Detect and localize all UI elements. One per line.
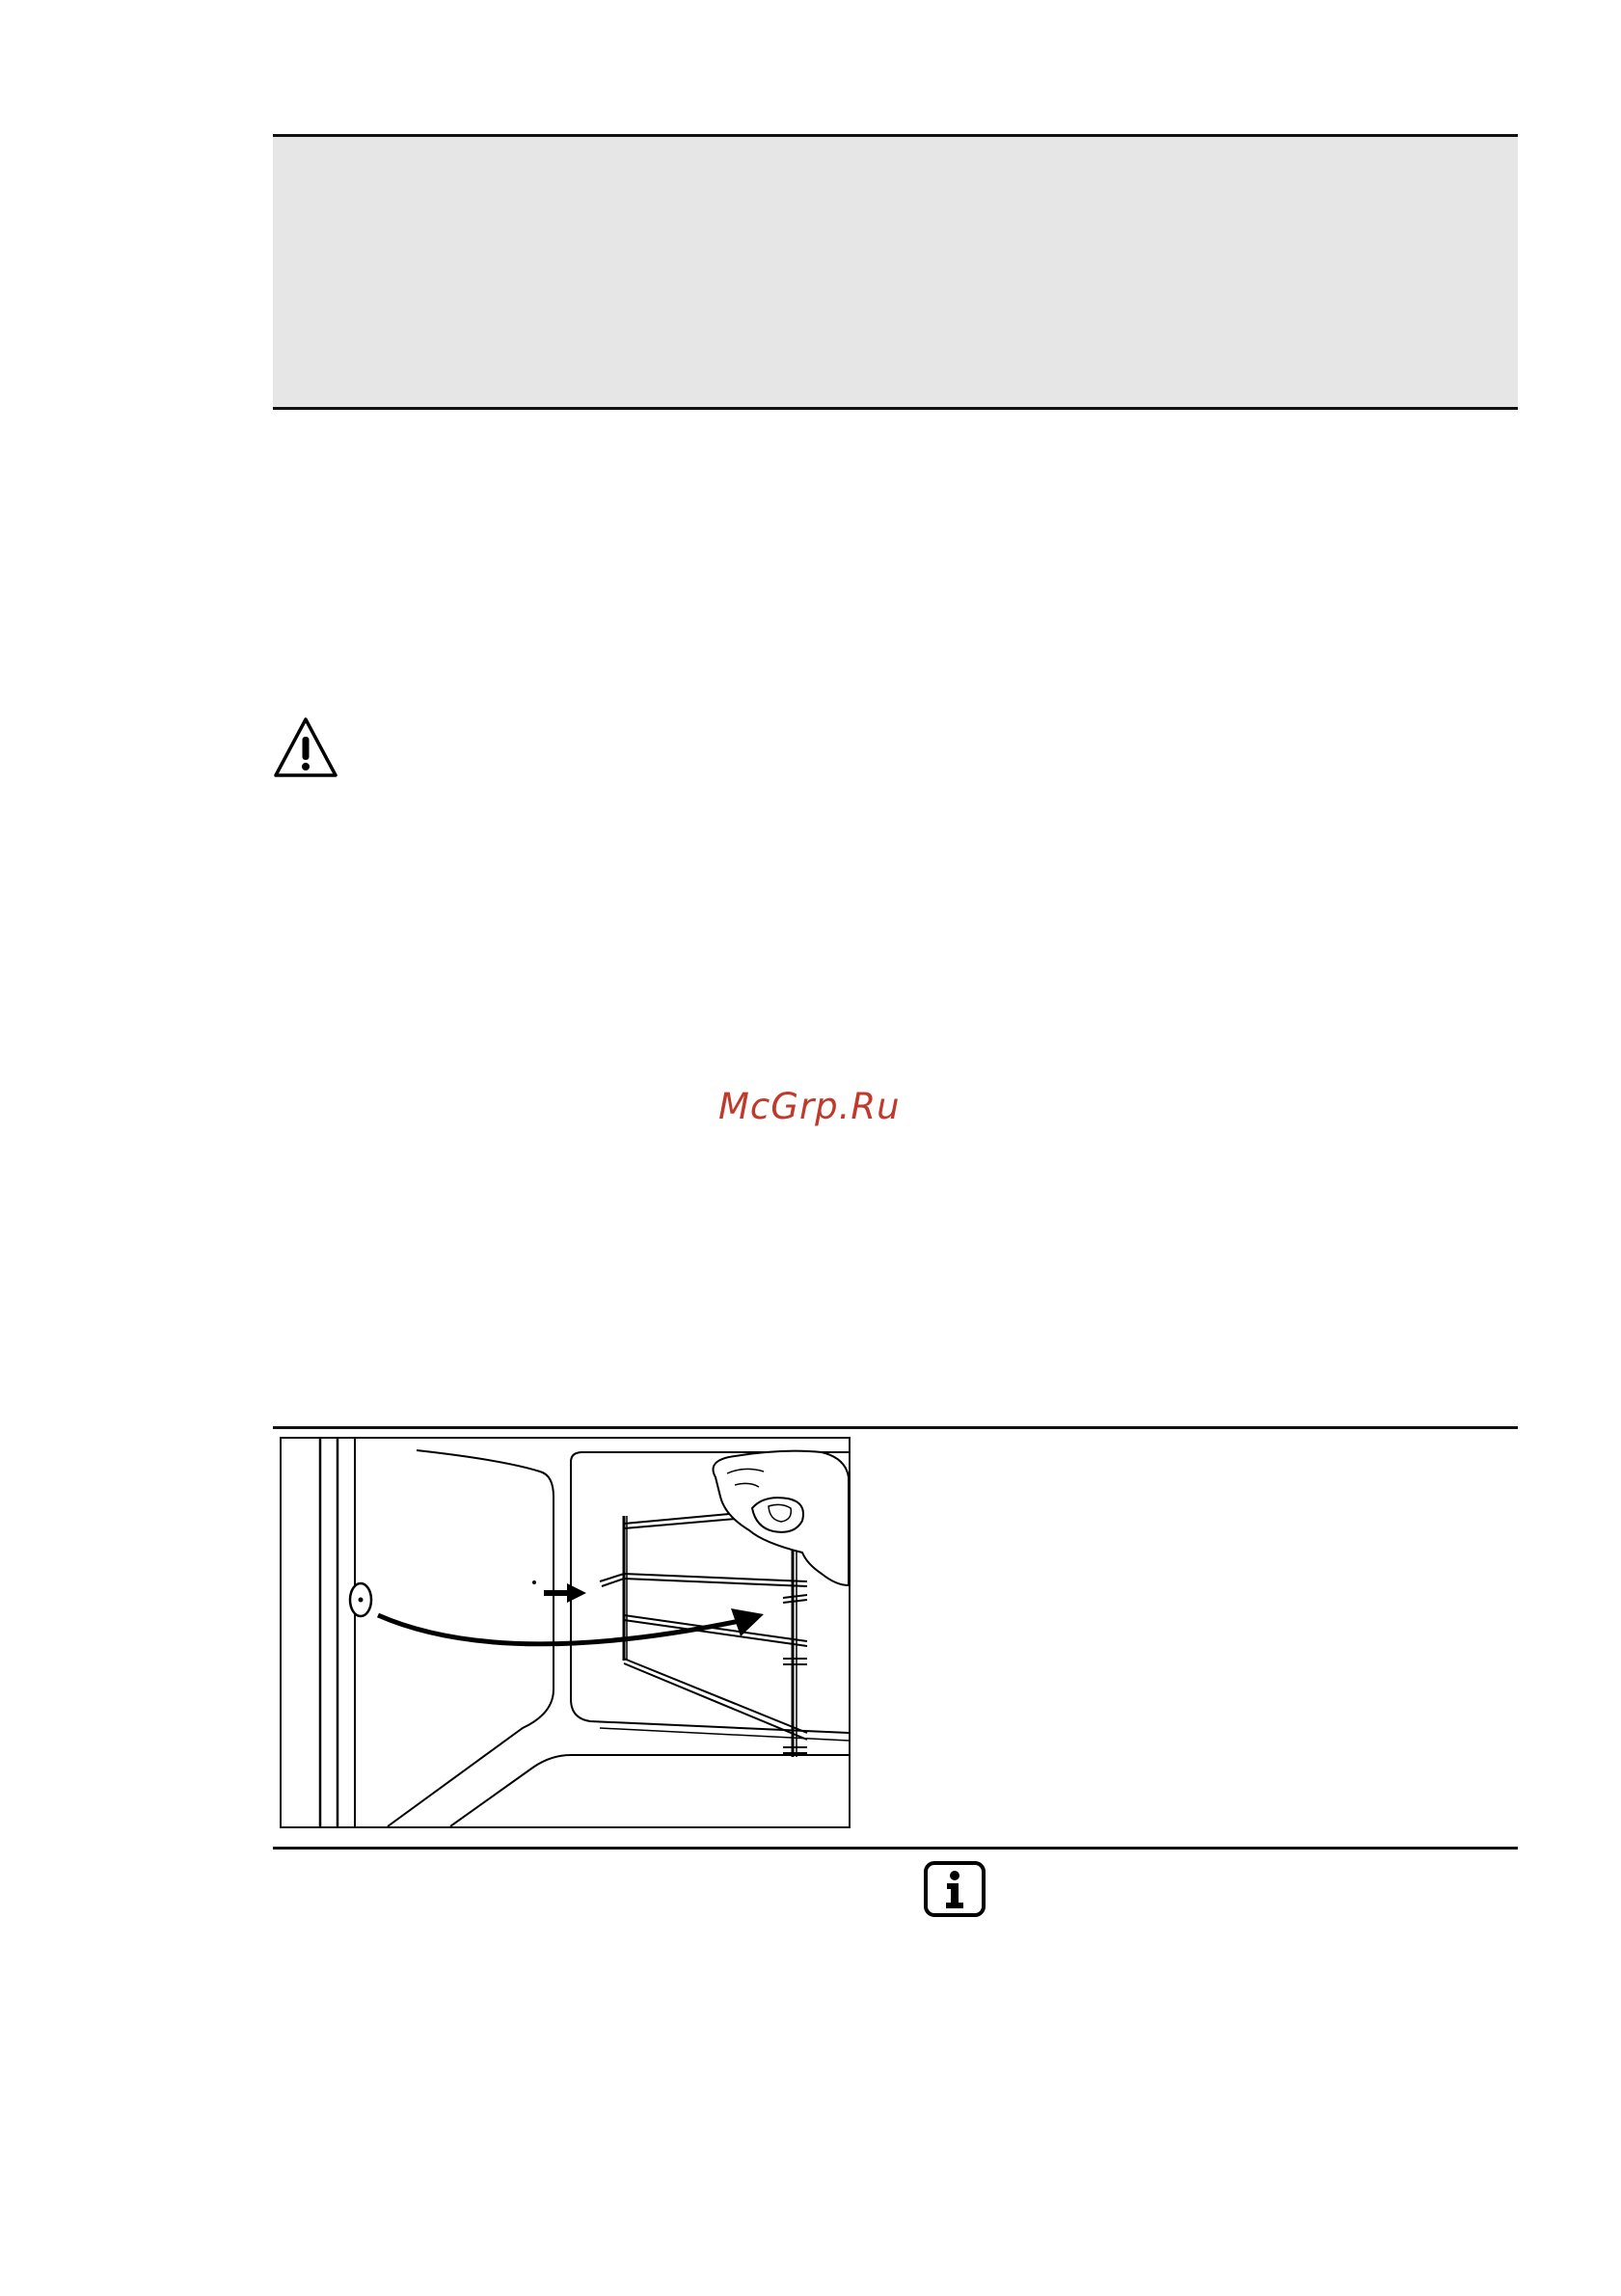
divider [273, 1847, 1518, 1850]
table-row [273, 270, 1518, 410]
warning-triangle-icon [273, 716, 338, 779]
divider [273, 1426, 1518, 1429]
info-icon [923, 1860, 986, 1918]
oven-shelf-illustration [280, 1437, 851, 1828]
table-row [273, 134, 1518, 273]
watermark: McGrp.Ru [718, 1086, 901, 1127]
